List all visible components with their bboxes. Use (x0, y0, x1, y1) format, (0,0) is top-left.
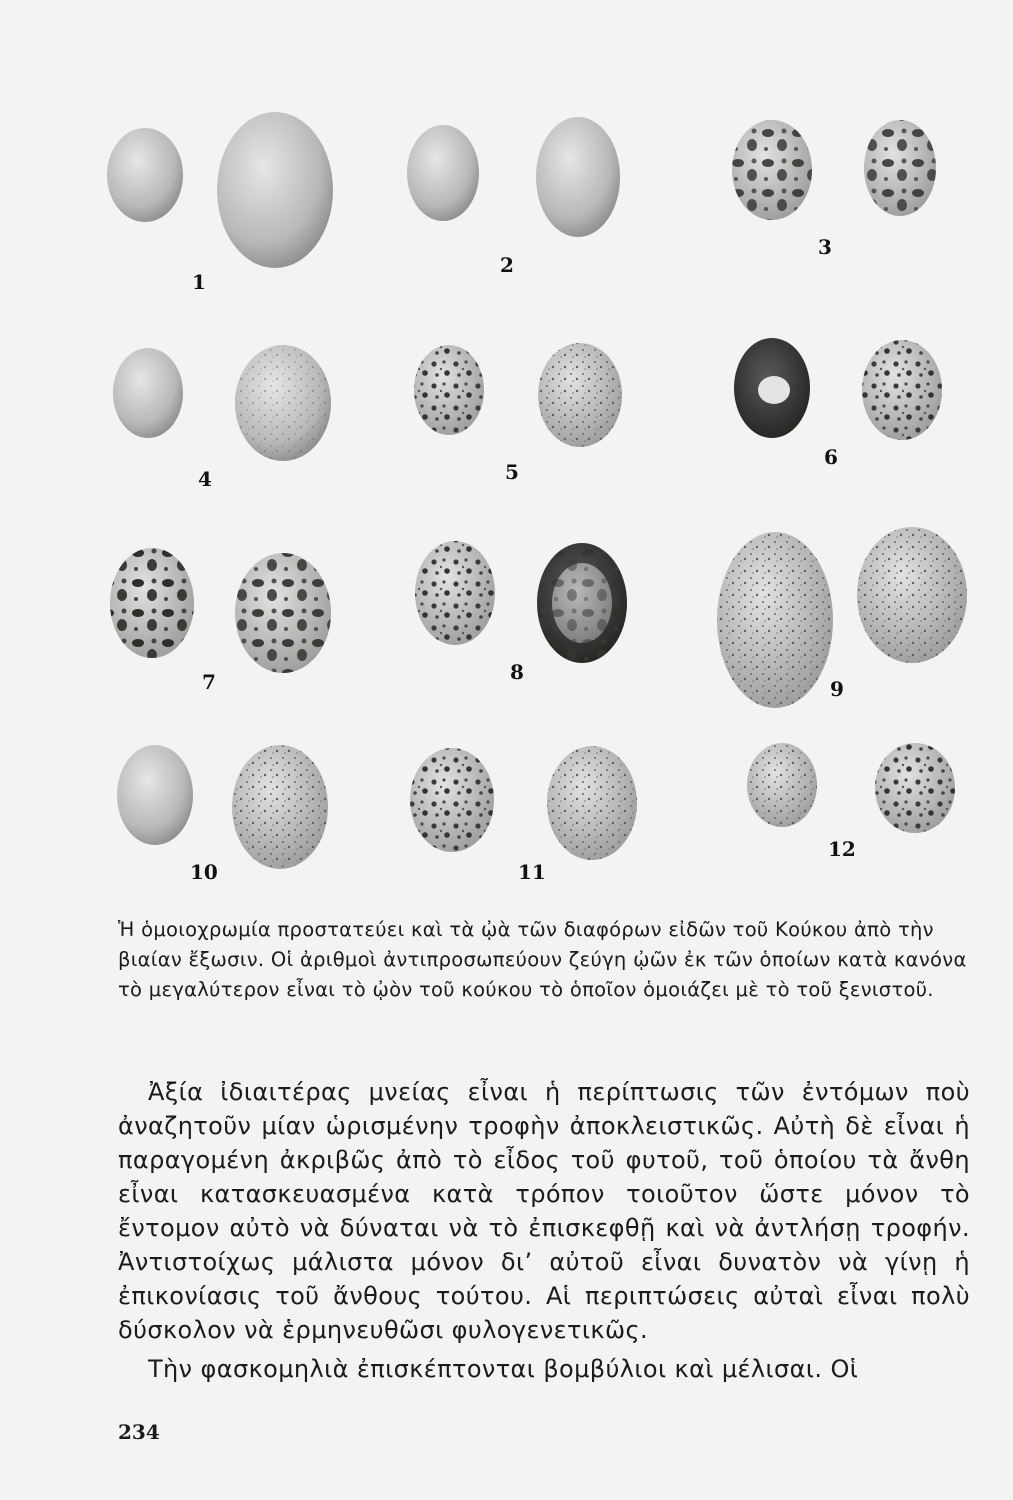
page-number: 234 (118, 1420, 160, 1444)
figure-label-3: 3 (818, 235, 832, 259)
figure-label-2: 2 (500, 253, 514, 277)
egg-pair-3 (732, 120, 936, 220)
paragraph-2: Τὴν φασκομηλιὰ ἐπισκέπτονται βομβύλιοι καὶ μέλισαι. Οἱ (148, 1355, 859, 1383)
figure-label-6: 6 (824, 445, 838, 469)
egg-pair-7 (110, 548, 331, 673)
body-text (118, 1075, 970, 1386)
figure-label-1: 1 (192, 270, 206, 294)
egg-pair-12 (747, 743, 955, 833)
figure-label-5: 5 (505, 460, 519, 484)
figure-label-8: 8 (510, 660, 524, 684)
egg-pair-10 (117, 745, 328, 869)
egg-pair-8 (415, 541, 627, 663)
egg-figure-plate (100, 95, 970, 910)
egg-pair-6 (734, 338, 942, 440)
figure-label-7: 7 (202, 670, 216, 694)
egg-pair-11 (410, 746, 637, 860)
egg-pair-1 (107, 112, 333, 268)
egg-pair-4 (113, 345, 331, 461)
egg-pair-2 (407, 117, 620, 237)
figure-caption: Ἡ ὁμοιοχρωμία προστατεύει καὶ τὰ ᾠὰ τῶν διαφόρων εἰδῶν τοῦ Κούκου ἀπὸ τὴν βιαίαν ἔξωσιν. Οἱ ἀριθμοὶ ἀντιπροσωπεύουν ζεύγη ᾠῶν ἐκ τῶν ὁποίων κατὰ κανόνα τὸ μεγαλύτερον εἶναι τὸ ᾠὸν τοῦ κούκου τὸ ὁποῖον ὁμοιάζει μὲ τὸ τοῦ ξενιστοῦ. (118, 918, 967, 1001)
figure-label-4: 4 (198, 467, 212, 491)
paragraph-1: Ἀξία ἰδιαιτέρας μνείας εἶναι ἡ περίπτωσις τῶν ἐντόμων ποὺ ἀναζητοῦν μίαν ὡρισμένην τροφὴν ἀποκλειστικῶς. Αὐτὴ δὲ εἶναι ἡ παραγομένη ἀκριβῶς ἀπὸ τὸ εἶδος τοῦ φυτοῦ, τοῦ ὁποίου τὰ ἄνθη εἶναι κατασκευασμένα κατὰ τρόπον τοιοῦτον ὥστε μόνον τὸ ἔντομον αὐτὸ νὰ δύναται νὰ τὸ ἐπισκεφθῇ καὶ νὰ ἀντλήσῃ τροφήν. Ἀντιστοίχως μάλιστα μόνον δι’ αὐτοῦ εἶναι δυνατὸν νὰ γίνῃ ἡ ἐπικονίασις τοῦ ἄνθους τούτου. Αἱ περιπτώσεις αὐταὶ εἶναι πολὺ δύσκολον νὰ ἑρμηνευθῶσι φυλογενετικῶς. (118, 1078, 970, 1344)
figure-label-12: 12 (828, 837, 856, 861)
egg-photographs (100, 95, 970, 910)
figure-label-11: 11 (518, 860, 546, 884)
figure-label-9: 9 (830, 677, 844, 701)
egg-pair-5 (414, 343, 622, 447)
figure-label-10: 10 (190, 860, 218, 884)
